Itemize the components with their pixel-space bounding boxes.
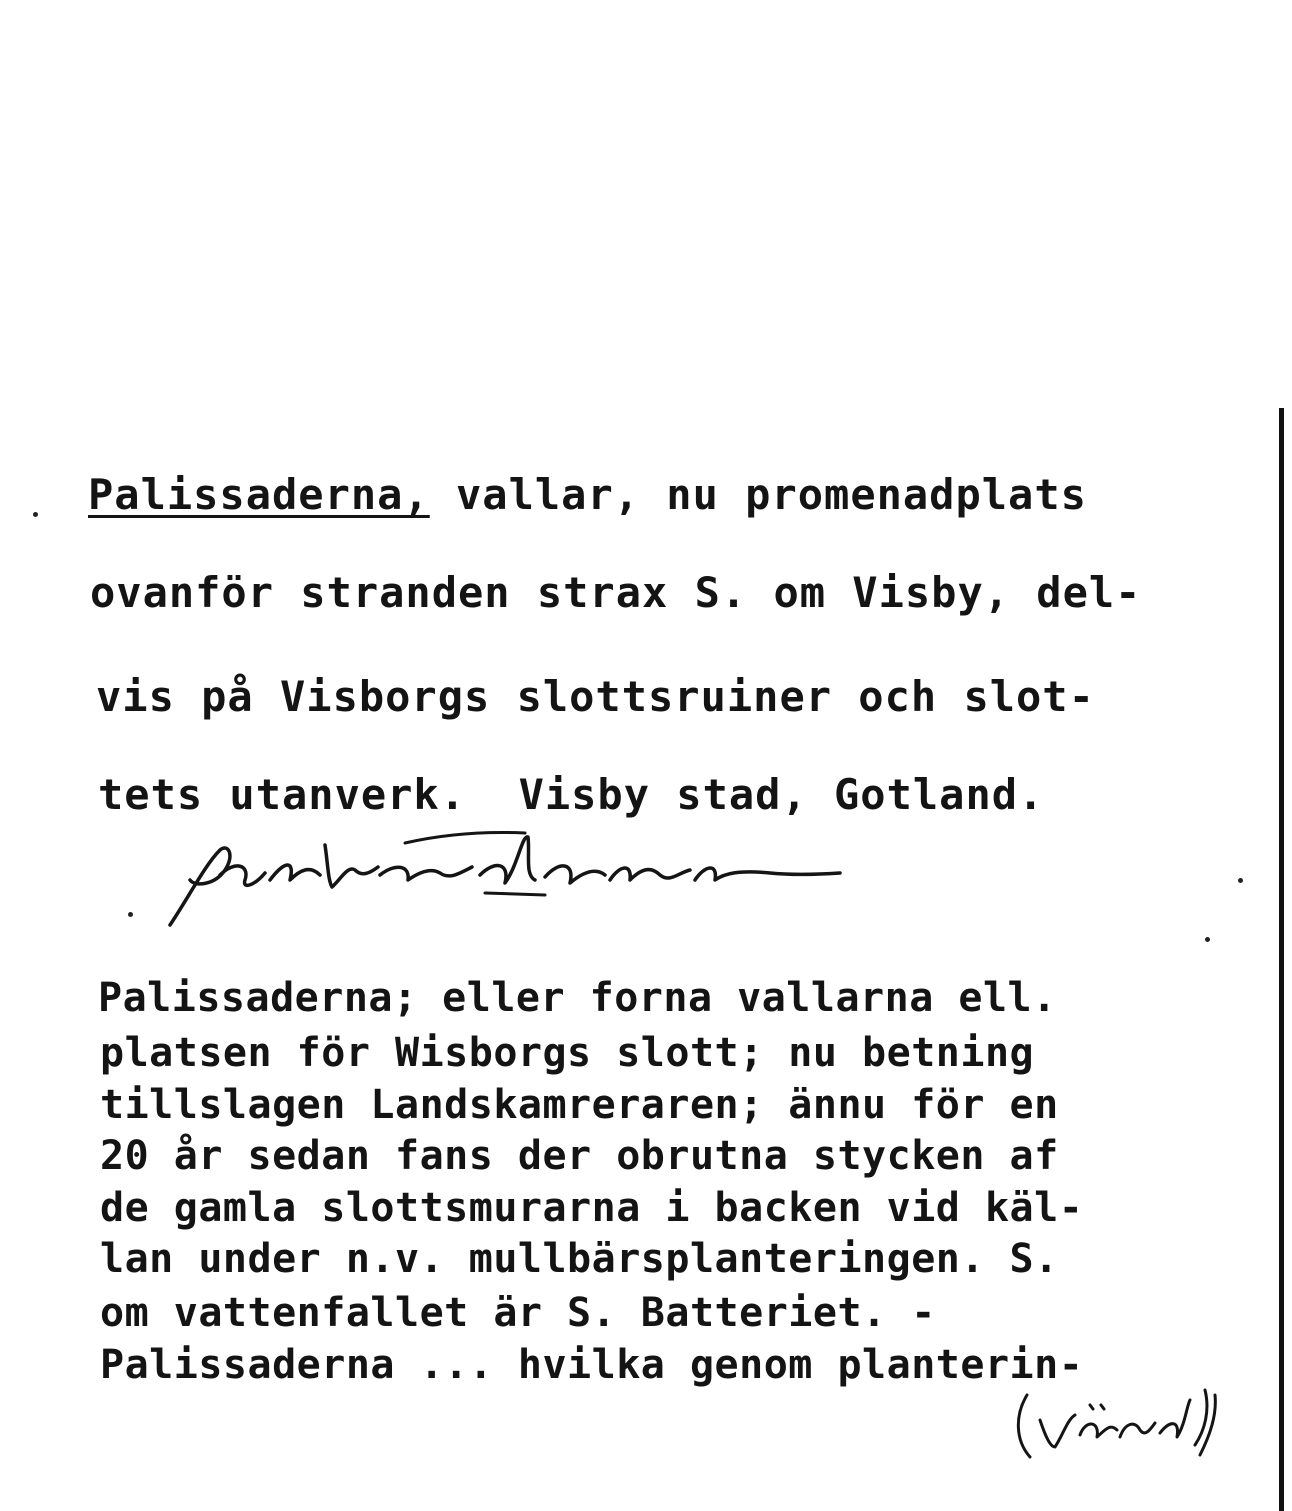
ink-speck bbox=[128, 912, 133, 917]
handwritten-annotation bbox=[150, 825, 870, 935]
entry-2-line-7: om vattenfallet är S. Batteriet. - bbox=[100, 1290, 936, 1336]
entry-2-line-3: tillslagen Landskamreraren; ännu för en bbox=[100, 1082, 1059, 1128]
entry-1-line-2: ovanför stranden strax S. om Visby, del- bbox=[90, 568, 1142, 617]
ink-speck bbox=[1238, 878, 1243, 883]
entry-1-line-1-rest: vallar, nu promenadplats bbox=[429, 470, 1087, 519]
handwritten-turn-over-note bbox=[1005, 1375, 1235, 1465]
entry-1-line-3: vis på Visborgs slottsruiner och slot- bbox=[96, 672, 1095, 721]
entry-2-line-6: lan under n.v. mullbärsplanteringen. S. bbox=[100, 1236, 1059, 1282]
card-right-edge bbox=[1279, 408, 1284, 1511]
entry-2-line-8: Palissaderna ... hvilka genom planterin- bbox=[100, 1342, 1084, 1388]
entry-2-line-4: 20 år sedan fans der obrutna stycken af bbox=[100, 1133, 1059, 1179]
ink-speck bbox=[1205, 937, 1210, 942]
entry-1-line-4: tets utanverk. Visby stad, Gotland. bbox=[98, 770, 1045, 819]
entry-2-line-5: de gamla slottsmurarna i backen vid käl- bbox=[100, 1185, 1084, 1231]
ink-speck bbox=[33, 512, 38, 517]
entry-2-line-2: platsen för Wisborgs slott; nu betning bbox=[100, 1030, 1035, 1076]
entry-1-line-1 bbox=[88, 470, 1087, 519]
entry-2-line-1: Palissaderna; eller forna vallarna ell. bbox=[98, 975, 1057, 1021]
headword: Palissaderna, bbox=[88, 470, 430, 519]
